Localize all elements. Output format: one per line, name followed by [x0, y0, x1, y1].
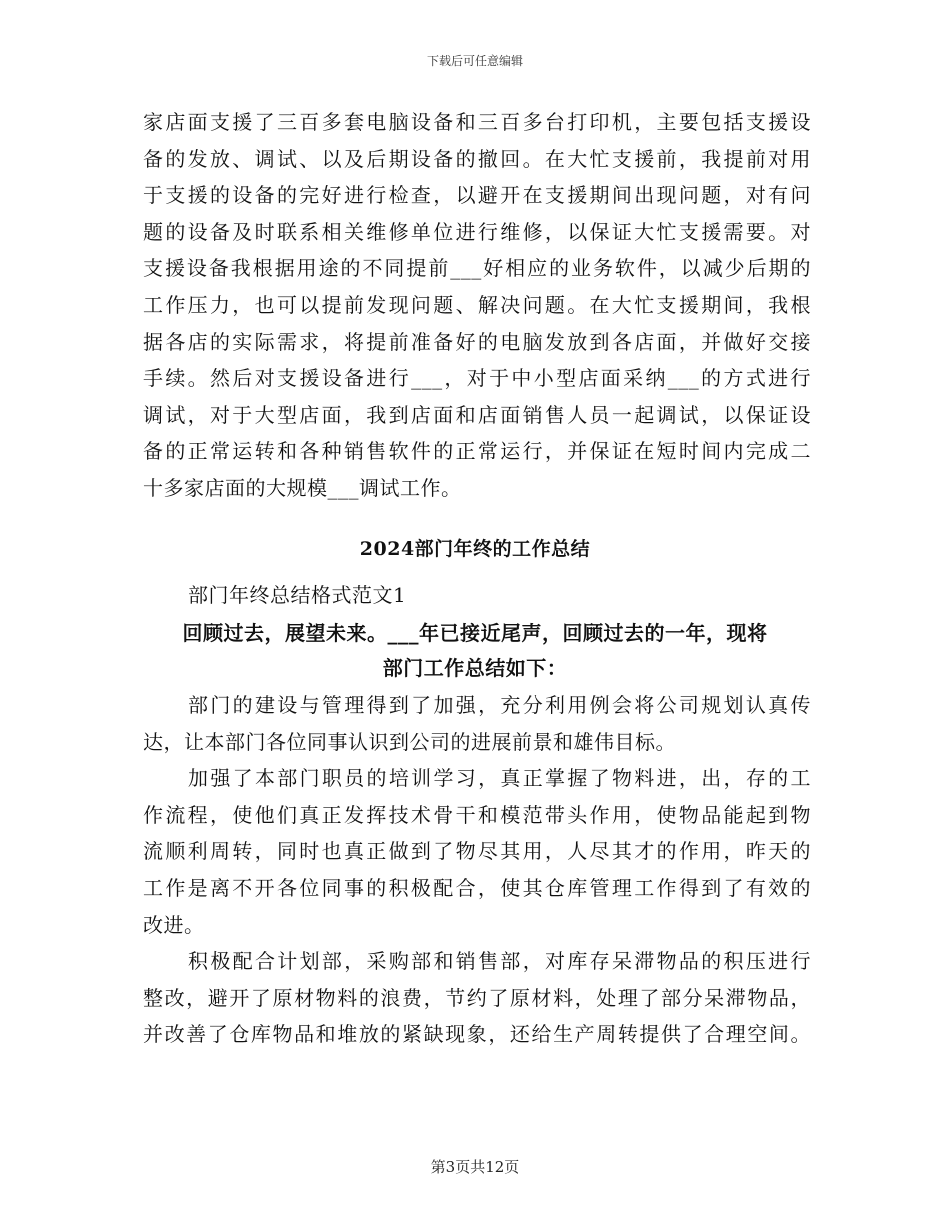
paragraph-line: 改进。: [143, 912, 205, 937]
paragraph-line: 作流程，使他们真正发挥技术骨干和模范带头作用，使物品能起到物: [143, 802, 811, 827]
text-line: 调试，对于大型店面，我到店面和店面销售人员一起调试，以保证设: [143, 402, 811, 427]
body-paragraphs: [143, 687, 811, 1053]
paragraph-line: 达，让本部门各位同事认识到公司的进展前景和雄伟目标。: [143, 729, 676, 754]
page-footer: 第3页共12页: [430, 1158, 520, 1176]
document-title: 2024部门年终的工作总结: [359, 538, 591, 560]
text-line: 备的发放、调试、以及后期设备的撤回。在大忙支援前，我提前对用: [143, 146, 811, 171]
intro-line: 部门工作总结如下：: [382, 656, 568, 680]
text-line: 十多家店面的大规模___调试工作。: [143, 475, 462, 500]
page-header: 下载后可任意编辑: [426, 54, 523, 68]
text-line: 据各店的实际需求，将提前准备好的电脑发放到各店面，并做好交接: [143, 329, 811, 354]
text-line: 于支援的设备的完好进行检查，以避开在支援期间出现问题，对有问: [143, 183, 811, 208]
paragraph-line: 工作是离不开各位同事的积极配合，使其仓库管理工作得到了有效的: [143, 875, 811, 900]
text-line: 支援设备我根据用途的不同提前___好相应的业务软件，以减少后期的: [143, 256, 811, 281]
text-line: 题的设备及时联系相关维修单位进行维修，以保证大忙支援需要。对: [143, 219, 811, 244]
paragraph-line: 积极配合计划部，采购部和销售部，对库存呆滞物品的积压进行: [188, 949, 811, 974]
text-line: 手续。然后对支援设备进行___，对于中小型店面采纳___的方式进行: [143, 366, 811, 391]
paragraph-line: 并改善了仓库物品和堆放的紧缺现象，还给生产周转提供了合理空间。: [143, 1022, 811, 1047]
document-subtitle: 部门年终总结格式范文1: [188, 583, 407, 607]
paragraph-line: 整改，避开了原材物料的浪费，节约了原材料，处理了部分呆滞物品，: [143, 985, 811, 1010]
paragraph-line: 加强了本部门职员的培训学习，真正掌握了物料进，出，存的工: [188, 766, 811, 791]
continuation-paragraph: [143, 104, 811, 507]
text-line: 工作压力，也可以提前发现问题、解决问题。在大忙支援期间，我根: [143, 292, 811, 317]
paragraph-line: 流顺利周转，同时也真正做到了物尽其用，人尽其才的作用，昨天的: [143, 839, 811, 864]
text-line: 备的正常运转和各种销售软件的正常运行，并保证在短时间内完成二: [143, 439, 811, 464]
paragraph-line: 部门的建设与管理得到了加强，充分利用例会将公司规划认真传: [188, 693, 811, 717]
intro-line: 回顾过去，展望未来。___年已接近尾声，回顾过去的一年，现将: [182, 621, 768, 645]
text-line: 家店面支援了三百多套电脑设备和三百多台打印机，主要包括支援设: [143, 110, 811, 134]
